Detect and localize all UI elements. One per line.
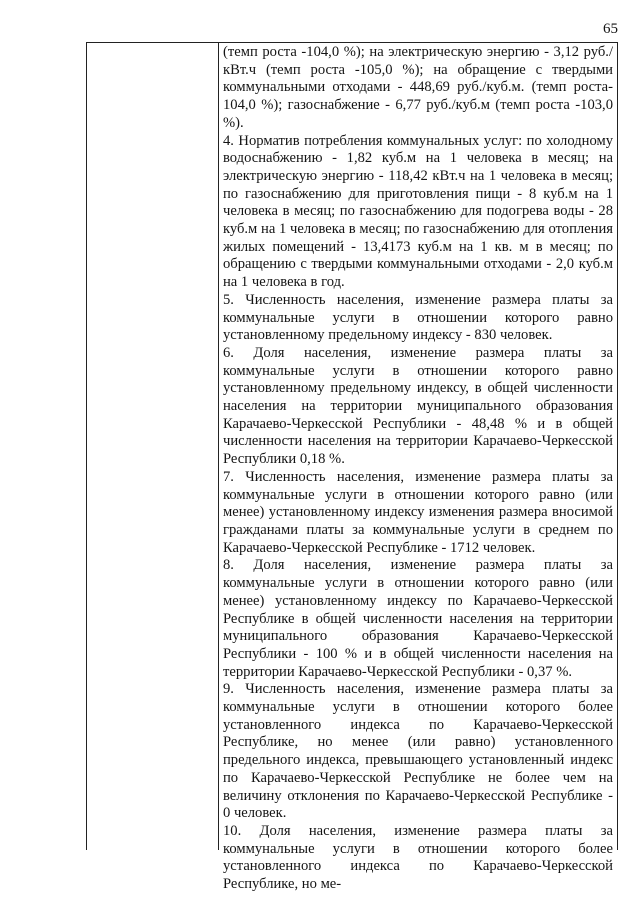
paragraph-share-equal-limit: 6. Доля населения, изменение размера платы за коммунальные услуги в отношении которого равно установленному предельному индексу, в общей численности населения на территории муниципального образования Карачаево-Черкесской Республики - 48,48 % и в общей численности населения на территории Карачаево-Черкесской Республики 0,18 %. (223, 344, 613, 468)
paragraph-population-equal-or-less: 7. Численность населения, изменение размера платы за коммунальные услуги в отношении которого равно (или менее) установленному индексу изменения размера вносимой гражданами платы за коммунальные услуги в среднем по Карачаево-Черкесской Республике - 1712 человек. (223, 468, 613, 556)
document-table (86, 42, 618, 893)
table-right-column (223, 44, 613, 894)
paragraph-share-above-index: 10. Доля населения, изменение размера платы за коммунальные услуги в отношении которого более установленного индекса по Карачаево-Черкесской Республике, но ме- (223, 822, 613, 893)
paragraph-tariffs-continued: (темп роста -104,0 %); на электрическую энергию - 3,12 руб./кВт.ч (темп роста -105,0 %); на обращение с твердыми коммунальными отходами - 448,69 руб./куб.м. (темп роста- 104,0 %); газоснабжение - 6,77 руб./куб.м (темп роста -103,0 %). (223, 44, 613, 131)
page-number: 65 (603, 21, 618, 37)
paragraph-population-equal-limit: 5. Численность населения, изменение размера платы за коммунальные услуги в отношении которого равно установленному предельному индексу - 830 человек. (223, 291, 613, 344)
paragraph-share-equal-or-less: 8. Доля населения, изменение размера платы за коммунальные услуги в отношении которого равно (или менее) установленному индексу по Карачаево-Черкесской Республике в общей численности населения на территории муниципального образования Карачаево-Черкесской Республики - 100 % и в общей численности населения на территории Карачаево-Черкесской Республики - 0,37 %. (223, 557, 613, 680)
table-left-column (87, 43, 219, 850)
paragraph-population-above-index: 9. Численность населения, изменение размера платы за коммунальные услуги в отношении которого более установленного индекса по Карачаево-Черкесской Республике, но менее (или равно) установленного предельного индекса, превышающего установленный индекс по Карачаево-Черкесской Республике не более чем на величину отклонения по Карачаево-Черкесской Республике - 0 человек. (223, 681, 613, 822)
paragraph-consumption-norms: 4. Норматив потребления коммунальных услуг: по холодному водоснабжению - 1,82 куб.м на 1 человека в месяц; на электрическую энергию - 118,42 кВт.ч на 1 человека в месяц; по газоснабжению для приготовления пищи - 8 куб.м на 1 человека в месяц; по газоснабжению для подогрева воды - 28 куб.м на 1 человека в месяц; по газоснабжению для отопления жилых помещений - 13,4173 куб.м на 1 кв. м в месяц; по обращению с твердыми коммунальными отходами - 2,0 куб.м на 1 человека в год. (223, 132, 613, 291)
